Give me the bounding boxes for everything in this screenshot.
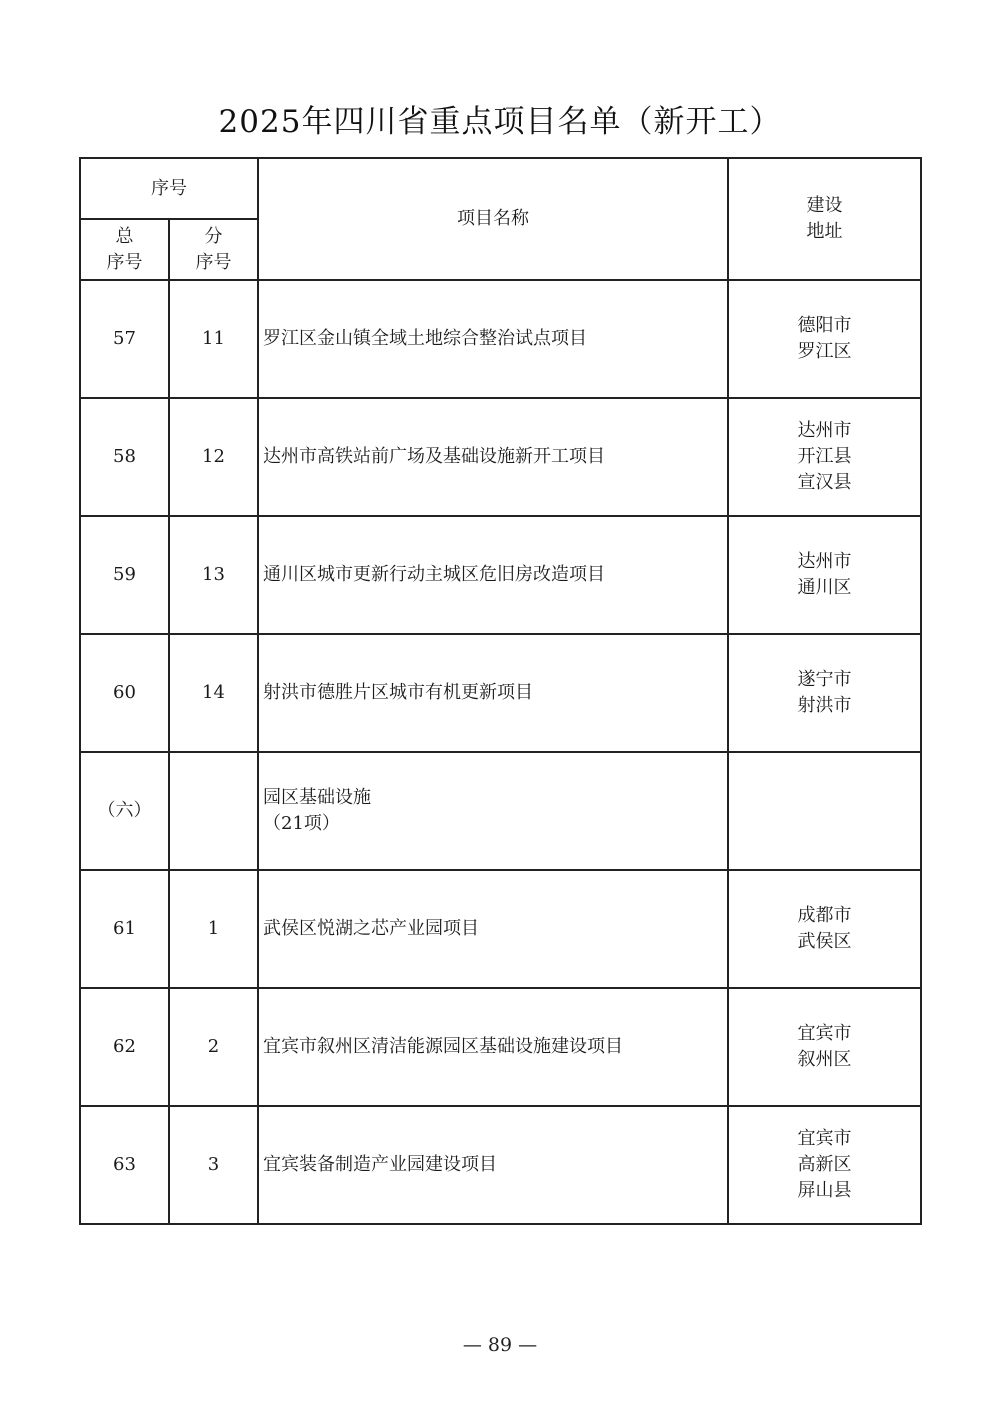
header-project-name: 项目名称: [258, 158, 728, 280]
location-line: 叙州区: [797, 1049, 852, 1070]
header-seq: 序号: [80, 158, 258, 219]
cell-sub-seq: 11: [169, 280, 258, 398]
table-row: [80, 634, 921, 752]
cell-project-name: 园区基础设施 （21项）: [258, 752, 728, 870]
cell-location: [728, 1106, 921, 1224]
cell-total-seq: 61: [80, 870, 169, 988]
project-table: [79, 157, 922, 1225]
cell-project-name: 罗江区金山镇全域土地综合整治试点项目: [258, 280, 728, 398]
page-title: 2025年四川省重点项目名单（新开工）: [218, 104, 782, 140]
cell-location: [728, 516, 921, 634]
location-line: 宜宾市: [797, 1128, 852, 1149]
location-line: 达州市: [797, 551, 852, 572]
table-row: [80, 516, 921, 634]
cell-project-name: 达州市高铁站前广场及基础设施新开工项目: [258, 398, 728, 516]
cell-project-name: 宜宾装备制造产业园建设项目: [258, 1106, 728, 1224]
location-line: 罗江区: [797, 341, 852, 362]
header-total-seq: 总 序号: [80, 219, 169, 280]
cell-location: [728, 988, 921, 1106]
cell-sub-seq: 12: [169, 398, 258, 516]
location-line: 达州市: [797, 420, 852, 441]
cell-location: [728, 634, 921, 752]
header-sub-seq: 分 序号: [169, 219, 258, 280]
location-line: 遂宁市: [797, 669, 852, 690]
cell-total-seq: 58: [80, 398, 169, 516]
cell-project-name: 通川区城市更新行动主城区危旧房改造项目: [258, 516, 728, 634]
table-row: [80, 1106, 921, 1224]
cell-sub-seq: [169, 752, 258, 870]
location-line: 德阳市: [797, 315, 852, 336]
table-row: [80, 280, 921, 398]
cell-total-seq: 59: [80, 516, 169, 634]
cell-sub-seq: 14: [169, 634, 258, 752]
cell-location: [728, 752, 921, 870]
cell-total-seq: （六）: [80, 752, 169, 870]
location-line: 射洪市: [797, 695, 852, 716]
cell-total-seq: 63: [80, 1106, 169, 1224]
location-line: 屏山县: [797, 1180, 852, 1201]
cell-sub-seq: 2: [169, 988, 258, 1106]
cell-sub-seq: 1: [169, 870, 258, 988]
cell-total-seq: 57: [80, 280, 169, 398]
location-line: 高新区: [797, 1154, 852, 1175]
cell-sub-seq: 3: [169, 1106, 258, 1224]
cell-location: [728, 870, 921, 988]
page-number: — 89 —: [462, 1334, 538, 1356]
table-row: [80, 752, 921, 870]
cell-project-name: 宜宾市叙州区清洁能源园区基础设施建设项目: [258, 988, 728, 1106]
location-line: 成都市: [797, 905, 852, 926]
cell-project-name: 射洪市德胜片区城市有机更新项目: [258, 634, 728, 752]
location-line: 宜宾市: [797, 1023, 852, 1044]
location-line: 通川区: [797, 577, 852, 598]
table-row: [80, 398, 921, 516]
cell-project-name: 武侯区悦湖之芯产业园项目: [258, 870, 728, 988]
table-row: [80, 988, 921, 1106]
cell-location: [728, 280, 921, 398]
location-line: 开江县: [797, 446, 852, 467]
cell-total-seq: 60: [80, 634, 169, 752]
cell-location: [728, 398, 921, 516]
header-location: 建设 地址: [728, 158, 921, 280]
cell-total-seq: 62: [80, 988, 169, 1106]
location-line: 武侯区: [797, 931, 852, 952]
cell-sub-seq: 13: [169, 516, 258, 634]
location-line: 宣汉县: [797, 472, 852, 493]
table-row: [80, 870, 921, 988]
